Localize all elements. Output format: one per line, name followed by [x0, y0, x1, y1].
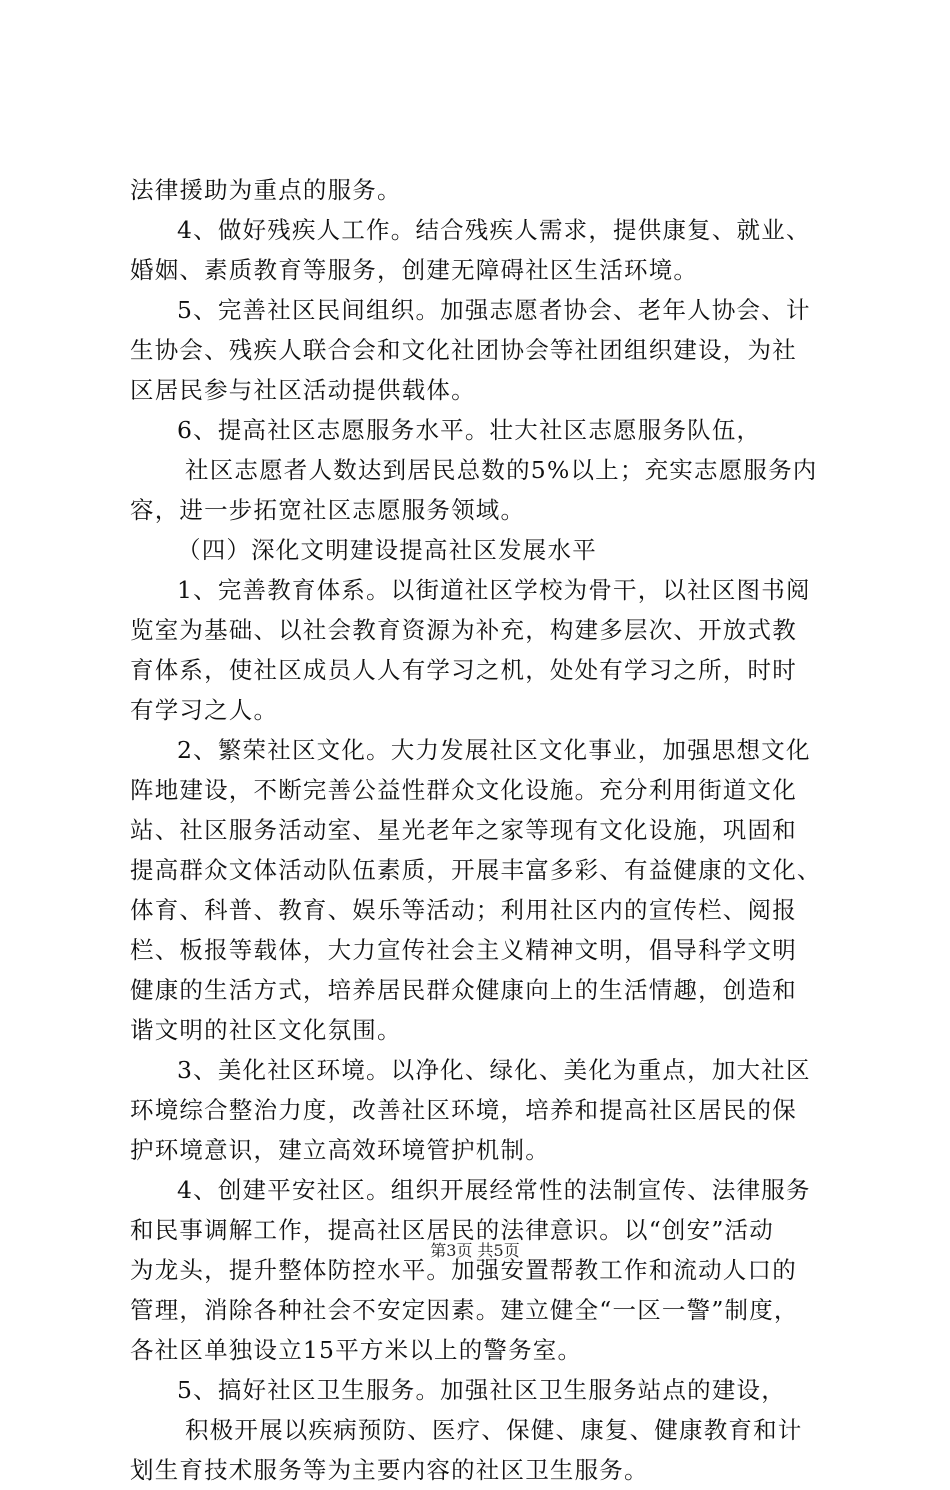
text-line: （四）深化文明建设提高社区发展水平	[177, 536, 597, 564]
text-line: 法律援助为重点的服务。	[130, 176, 402, 204]
text-line: 管理，消除各种社会不安定因素。建立健全“一区一警”制度，	[130, 1296, 799, 1324]
text-line: 1、完善教育体系。以街道社区学校为骨干，以社区图书阅	[177, 576, 811, 604]
text-line: 站、社区服务活动室、星光老年之家等现有文化设施，巩固和	[130, 816, 797, 844]
text-line: 5、完善社区民间组织。加强志愿者协会、老年人协会、计	[177, 296, 811, 324]
text-line: 积极开展以疾病预防、医疗、保健、康复、健康教育和计	[185, 1416, 803, 1444]
text-line: 生协会、残疾人联合会和文化社团协会等社团组织建设，为社	[130, 336, 797, 364]
text-line: 4、创建平安社区。组织开展经常性的法制宣传、法律服务	[177, 1176, 811, 1204]
text-line: 环境综合整治力度，改善社区环境，培养和提高社区居民的保	[130, 1096, 797, 1124]
text-line: 6、提高社区志愿服务水平。壮大社区志愿服务队伍，	[177, 416, 762, 444]
text-line: 2、繁荣社区文化。大力发展社区文化事业，加强思想文化	[177, 736, 811, 764]
text-line: 婚姻、素质教育等服务，创建无障碍社区生活环境。	[130, 256, 699, 284]
page-footer: 第3页 共5页	[430, 1241, 520, 1260]
text-line: 区居民参与社区活动提供载体。	[130, 376, 476, 404]
text-line: 容，进一步拓宽社区志愿服务领域。	[130, 496, 526, 524]
text-line: 和民事调解工作，提高社区居民的法律意识。以“创安”活动	[130, 1216, 774, 1244]
text-line: 栏、板报等载体，大力宣传社会主义精神文明，倡导科学文明	[130, 936, 797, 964]
text-line: 4、做好残疾人工作。结合残疾人需求，提供康复、就业、	[177, 216, 811, 244]
text-line: 3、美化社区环境。以净化、绿化、美化为重点，加大社区	[177, 1056, 811, 1084]
text-line: 提高群众文体活动队伍素质，开展丰富多彩、有益健康的文化、	[130, 856, 822, 884]
document-body	[130, 170, 830, 1490]
text-line: 谐文明的社区文化氛围。	[130, 1016, 402, 1044]
text-line: 各社区单独设立15平方米以上的警务室。	[130, 1336, 583, 1364]
text-line: 阵地建设，不断完善公益性群众文化设施。充分利用街道文化	[130, 776, 797, 804]
text-line: 护环境意识，建立高效环境管护机制。	[130, 1136, 550, 1164]
text-line: 览室为基础、以社会教育资源为补充，构建多层次、开放式教	[130, 616, 797, 644]
text-line: 育体系，使社区成员人人有学习之机，处处有学习之所，时时	[130, 656, 797, 684]
text-line: 有学习之人。	[130, 696, 279, 724]
text-line: 健康的生活方式，培养居民群众健康向上的生活情趣，创造和	[130, 976, 797, 1004]
text-line: 为龙头，提升整体防控水平。加强安置帮教工作和流动人口的	[130, 1256, 797, 1284]
text-line: 社区志愿者人数达到居民总数的5%以上；充实志愿服务内	[185, 456, 818, 484]
text-line: 划生育技术服务等为主要内容的社区卫生服务。	[130, 1456, 649, 1484]
text-line: 体育、科普、教育、娱乐等活动；利用社区内的宣传栏、阅报	[130, 896, 797, 924]
text-line: 5、搞好社区卫生服务。加强社区卫生服务站点的建设，	[177, 1376, 786, 1404]
